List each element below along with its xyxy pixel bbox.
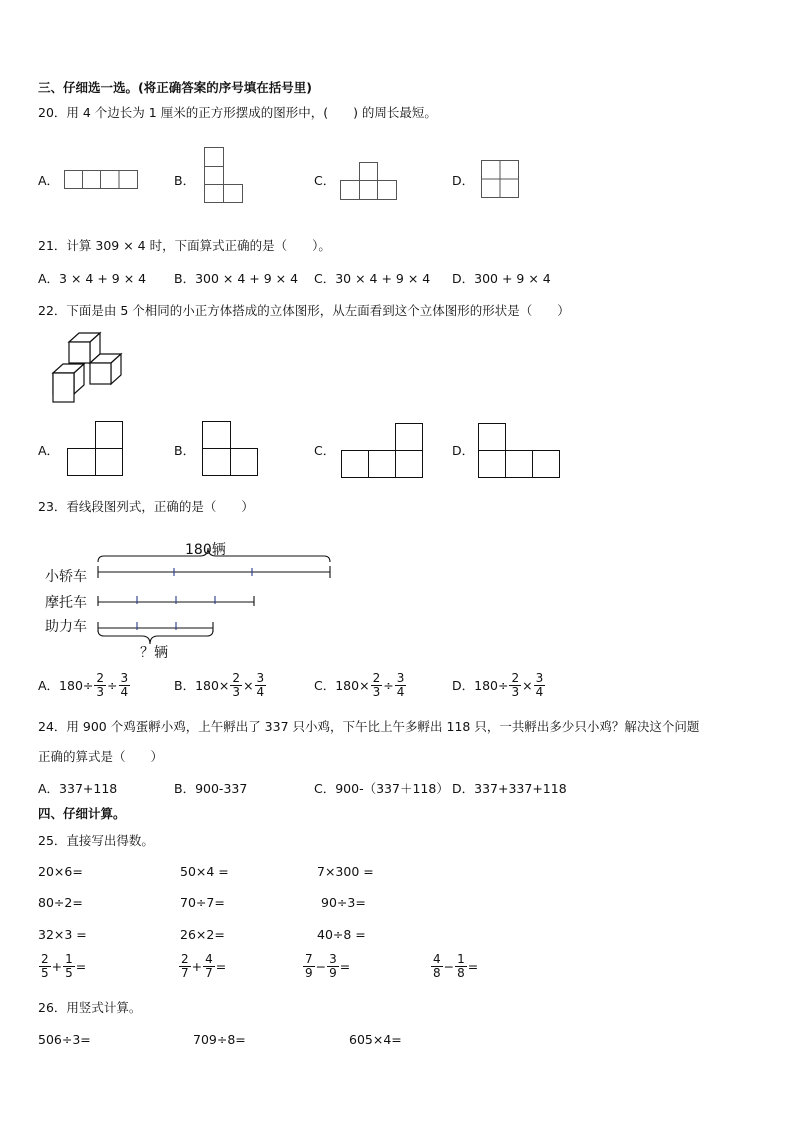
q21-option-b: B．300 × 4 + 9 × 4 — [174, 271, 299, 286]
q22-cube-figure — [52, 332, 128, 406]
numerator: 1 — [457, 952, 465, 966]
question-24-stem-line1: 24．用 900 个鸡蛋孵小鸡，上午孵出了 337 只小鸡，下午比上午多孵出 118 只，一共孵出多少只小鸡？解决这个问题 — [38, 719, 700, 734]
denominator: 9 — [305, 966, 313, 980]
calc-item: 20×6= — [38, 864, 83, 879]
q22-option-d-label: D． — [452, 443, 475, 458]
q23-row-motorcycle-label: 摩托车 — [45, 595, 87, 611]
q20-shape-d — [481, 160, 521, 200]
q23-d-fraction-1 — [509, 672, 521, 699]
denominator: 3 — [232, 685, 241, 699]
q20-option-b-label: B． — [174, 173, 196, 188]
denominator: 7 — [205, 966, 213, 980]
q23-a-prefix: A．180÷ — [38, 677, 94, 693]
fraction — [303, 953, 315, 980]
denominator: 7 — [181, 966, 189, 980]
vertical-calc-item: 709÷8= — [193, 1032, 246, 1047]
vertical-calc-item: 506÷3= — [38, 1032, 91, 1047]
q20-option-c-label: C． — [314, 173, 336, 188]
q23-b-prefix: B．180× — [174, 677, 230, 693]
fraction — [327, 953, 339, 980]
denominator: 8 — [457, 966, 465, 980]
denominator: 8 — [433, 966, 441, 980]
fraction — [39, 953, 51, 980]
numerator: 3 — [120, 671, 129, 685]
q21-option-d: D．300 + 9 × 4 — [452, 271, 551, 286]
question-24-stem-line2: 正确的算式是（ ） — [38, 749, 164, 764]
equals-sign: = — [75, 958, 87, 974]
fraction-calc-item — [38, 953, 86, 980]
q23-row-bike-label: 助力车 — [45, 619, 87, 635]
denominator: 5 — [41, 966, 49, 980]
q20-option-a-label: A． — [38, 173, 60, 188]
equals-sign: = — [339, 958, 351, 974]
q20-option-d-label: D． — [452, 173, 475, 188]
numerator: 2 — [372, 671, 381, 685]
fraction-calc-item — [178, 953, 226, 980]
calc-item: 7×300 = — [317, 864, 374, 879]
calc-item: 32×3 = — [38, 927, 87, 942]
denominator: 4 — [396, 685, 405, 699]
numerator: 3 — [329, 952, 337, 966]
vertical-calc-item: 605×4= — [349, 1032, 402, 1047]
q20-shape-c — [340, 162, 398, 202]
q23-a-fraction-2 — [119, 672, 131, 699]
denominator: 3 — [96, 685, 105, 699]
operator: − — [315, 958, 327, 974]
q22-shape-d — [478, 423, 562, 481]
q23-b-fraction-2 — [255, 672, 267, 699]
q23-c-prefix: C．180× — [314, 677, 370, 693]
question-26-stem: 26．用竖式计算。 — [38, 1000, 142, 1015]
q22-option-b-label: B． — [174, 443, 196, 458]
operator: − — [443, 958, 455, 974]
fraction-calc-item — [430, 953, 478, 980]
numerator: 2 — [181, 952, 189, 966]
denominator: 3 — [511, 685, 520, 699]
fraction-calc-item — [302, 953, 350, 980]
question-22-stem: 22．下面是由 5 个相同的小正方体搭成的立体图形，从左面看到这个立体图形的形状是（ ） — [38, 303, 570, 318]
q23-a-operator: ÷ — [107, 677, 118, 693]
calc-item: 90÷3= — [321, 895, 366, 910]
q24-option-b: B．900-337 — [174, 781, 248, 796]
equals-sign: = — [467, 958, 479, 974]
fraction — [431, 953, 443, 980]
numerator: 2 — [41, 952, 49, 966]
denominator: 3 — [372, 685, 381, 699]
calc-item: 80÷2= — [38, 895, 83, 910]
q24-option-a: A．337+118 — [38, 781, 118, 796]
q23-row-car-label: 小轿车 — [45, 569, 87, 585]
q21-option-c: C．30 × 4 + 9 × 4 — [314, 271, 431, 286]
q22-option-c-label: C． — [314, 443, 336, 458]
numerator: 1 — [65, 952, 73, 966]
q20-shape-a — [64, 170, 140, 190]
calc-item: 50×4 = — [180, 864, 229, 879]
calc-item: 40÷8 = — [317, 927, 366, 942]
question-20-stem: 20．用 4 个边长为 1 厘米的正方形摆成的图形中，( ) 的周长最短。 — [38, 105, 437, 120]
numerator: 3 — [535, 671, 544, 685]
q20-shape-b — [204, 147, 244, 205]
question-21-stem: 21．计算 309 × 4 时，下面算式正确的是（ ）。 — [38, 238, 331, 253]
numerator: 4 — [433, 952, 441, 966]
denominator: 4 — [120, 685, 129, 699]
q23-total-label: 180辆 — [185, 542, 226, 558]
fraction — [455, 953, 467, 980]
q23-d-operator: × — [522, 677, 533, 693]
q22-option-a-label: A． — [38, 443, 60, 458]
q23-a-fraction-1 — [94, 672, 106, 699]
q22-shape-c — [341, 423, 425, 481]
operator: + — [191, 958, 203, 974]
q24-option-d: D．337+337+118 — [452, 781, 567, 796]
fraction — [179, 953, 191, 980]
q23-option-d — [452, 672, 546, 699]
q23-unknown-label: ？辆 — [140, 645, 168, 661]
question-25-stem: 25．直接写出得数。 — [38, 833, 154, 848]
q22-shape-b — [202, 421, 260, 479]
q23-option-a — [38, 672, 131, 699]
denominator: 4 — [256, 685, 265, 699]
denominator: 5 — [65, 966, 73, 980]
fraction — [63, 953, 75, 980]
section-3-title: 三、仔细选一选。(将正确答案的序号填在括号里) — [38, 80, 312, 95]
q23-c-fraction-1 — [371, 672, 383, 699]
numerator: 4 — [205, 952, 213, 966]
operator: + — [51, 958, 63, 974]
q23-option-b — [174, 672, 267, 699]
q23-c-fraction-2 — [395, 672, 407, 699]
equals-sign: = — [215, 958, 227, 974]
numerator: 2 — [511, 671, 520, 685]
calc-item: 26×2= — [180, 927, 225, 942]
section-4-title: 四、仔细计算。 — [38, 806, 126, 821]
q24-option-c: C．900-（337＋118） — [314, 781, 449, 796]
question-23-stem: 23．看线段图列式，正确的是（ ） — [38, 499, 254, 514]
denominator: 4 — [535, 685, 544, 699]
numerator: 3 — [396, 671, 405, 685]
numerator: 7 — [305, 952, 313, 966]
q21-option-a: A．3 × 4 + 9 × 4 — [38, 271, 147, 286]
q22-shape-a — [67, 421, 125, 479]
q23-d-fraction-2 — [534, 672, 546, 699]
q23-d-prefix: D．180÷ — [452, 677, 509, 693]
numerator: 2 — [232, 671, 241, 685]
q23-b-operator: × — [243, 677, 254, 693]
numerator: 2 — [96, 671, 105, 685]
fraction — [203, 953, 215, 980]
denominator: 9 — [329, 966, 337, 980]
calc-item: 70÷7= — [180, 895, 225, 910]
q23-option-c — [314, 672, 407, 699]
numerator: 3 — [256, 671, 265, 685]
q23-b-fraction-1 — [230, 672, 242, 699]
q23-c-operator: ÷ — [383, 677, 394, 693]
